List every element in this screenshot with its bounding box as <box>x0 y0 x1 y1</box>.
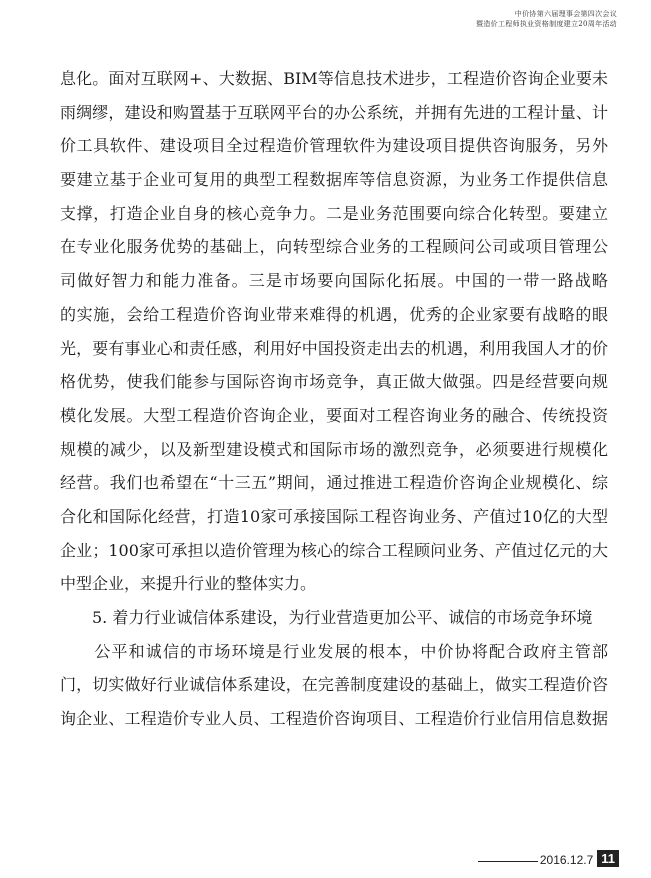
text-line: 雨绸缪，建设和购置基于互联网平台的办公系统，并拥有先进的工程计量、计 <box>60 102 608 122</box>
paragraph-end-line: 中型企业，来提升行业的整体实力。 <box>60 574 317 594</box>
text-line: 规模的减少，以及新型建设模式和国际市场的激烈竞争，必须要进行规模化 <box>60 439 608 459</box>
text-line: 司做好智力和能力准备。三是市场要向国际化拓展。中国的一带一路战略 <box>60 271 608 291</box>
text-line: 公平和诚信的市场环境是行业发展的根本，中价协将配合政府主管部 <box>60 641 608 661</box>
page-number: 11 <box>597 850 619 867</box>
text-line: 的实施，会给工程造价咨询业带来难得的机遇，优秀的企业家要有战略的眼 <box>60 304 608 324</box>
text-line: 在专业化服务优势的基础上，向转型综合业务的工程顾问公司或项目管理公 <box>60 237 608 257</box>
text-line: 企业；100家可承担以造价管理为核心的综合工程顾问业务、产值过亿元的大 <box>60 540 608 560</box>
text-line: 支撑，打造企业自身的核心竞争力。二是业务范围要向综合化转型。要建立 <box>60 203 608 223</box>
running-header <box>476 9 617 29</box>
text-line: 模化发展。大型工程造价咨询企业，要面对工程咨询业务的融合、传统投资 <box>60 405 608 425</box>
page-footer <box>478 845 619 867</box>
text-line: 门，切实做好行业诚信体系建设，在完善制度建设的基础上，做实工程造价咨 <box>60 675 608 695</box>
footer-rule <box>478 861 538 862</box>
footer-date: 2016.12.7 <box>539 853 594 867</box>
text-line: 价工具软件、建设项目全过程造价管理软件为建设项目提供咨询服务，另外 <box>60 136 608 156</box>
text-line: 合化和国际化经营，打造10家可承接国际工程咨询业务、产值过10亿的大型 <box>60 506 608 526</box>
text-line: 息化。面对互联网+、大数据、BIM等信息技术进步，工程造价咨询企业要未 <box>60 69 608 88</box>
text-line: 格优势，使我们能参与国际咨询市场竞争，真正做大做强。四是经营要向规 <box>60 372 608 392</box>
section-heading: 5. 着力行业诚信体系建设，为行业营造更加公平、诚信的市场竞争环境 <box>60 608 593 627</box>
header-line-1: 中价协第六届理事会第四次会议 <box>514 10 617 18</box>
header-line-2: 暨造价工程师执业资格制度建立20周年活动 <box>476 20 617 28</box>
body-text <box>60 62 608 736</box>
text-line: 光，要有事业心和责任感，利用好中国投资走出去的机遇，利用我国人才的价 <box>60 338 608 358</box>
text-line: 经营。我们也希望在“十三五”期间，通过推进工程造价咨询企业规模化、综 <box>60 473 608 493</box>
text-line: 询企业、工程造价专业人员、工程造价咨询项目、工程造价行业信用信息数据 <box>60 709 608 729</box>
text-line: 要建立基于企业可复用的典型工程数据库等信息资源，为业务工作提供信息 <box>60 170 608 190</box>
